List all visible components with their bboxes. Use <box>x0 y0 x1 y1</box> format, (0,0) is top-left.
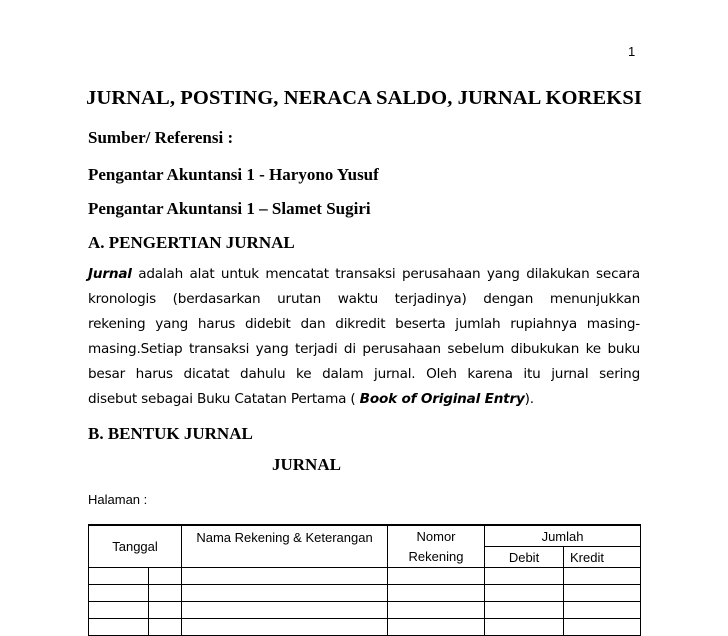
document-title: JURNAL, POSTING, NERACA SALDO, JURNAL KOREKSI <box>86 87 642 109</box>
paragraph-line-5: besar harus dicatat dahulu ke dalam jurnal. Oleh karena itu jurnal sering <box>88 366 640 382</box>
section-b-heading: B. BENTUK JURNAL <box>88 424 253 443</box>
header-debit: Debit <box>485 547 564 568</box>
table-row <box>89 619 641 636</box>
table-row <box>89 585 641 602</box>
table-row <box>89 602 641 619</box>
journal-table <box>88 524 641 636</box>
halaman-label: Halaman : <box>88 492 148 507</box>
table-title: JURNAL <box>272 455 341 474</box>
reference-2: Pengantar Akuntansi 1 – Slamet Sugiri <box>88 199 371 218</box>
reference-1: Pengantar Akuntansi 1 - Haryono Yusuf <box>88 165 379 184</box>
header-nomor: Nomor <box>388 525 485 547</box>
page-number: 1 <box>628 44 636 59</box>
definition-paragraph <box>88 262 640 412</box>
source-label: Sumber/ Referensi : <box>88 128 234 147</box>
term-book-of-original-entry: Book of Original Entry <box>359 391 525 407</box>
paragraph-line-1: Jurnal adalah alat untuk mencatat transaksi perusahaan yang dilakukan secara <box>88 266 640 282</box>
paragraph-line-3: rekening yang harus didebit dan dikredit beserta jumlah rupiahnya masing- <box>88 316 640 332</box>
table-row <box>89 568 641 585</box>
header-nama-rekening: Nama Rekening & Keterangan <box>182 525 388 568</box>
section-a-heading: A. PENGERTIAN JURNAL <box>88 233 295 252</box>
paragraph-line-4: masing.Setiap transaksi yang terjadi di perusahaan sebelum dibukukan ke buku <box>88 341 640 357</box>
paragraph-line-2: kronologis (berdasarkan urutan waktu terjadinya) dengan menunjukkan <box>88 291 640 307</box>
header-kredit: Kredit <box>564 547 641 568</box>
header-tanggal: Tanggal <box>89 525 182 568</box>
paragraph-line-6: disebut sebagai Buku Catatan Pertama ( Book of Original Entry). <box>88 391 534 407</box>
header-rekening: Rekening <box>388 547 485 568</box>
header-jumlah: Jumlah <box>485 525 641 547</box>
term-jurnal: Jurnal <box>88 266 132 282</box>
